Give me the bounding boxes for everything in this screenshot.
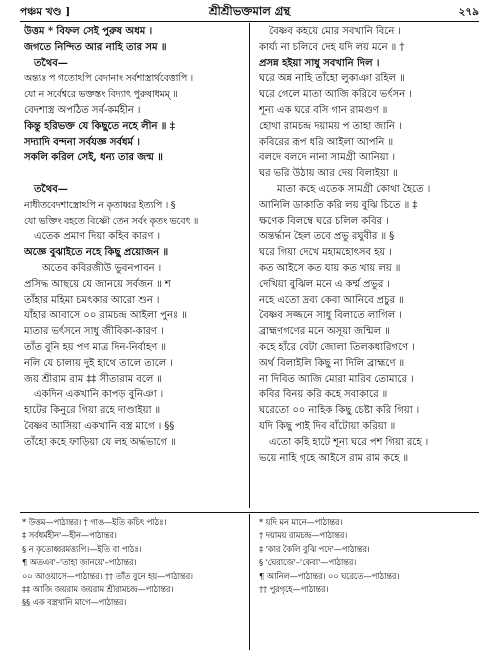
verse-line: অন্তর্দ্ধান হৈল তবে প্রভু রঘুবীর ॥ § [259, 231, 395, 243]
verse-line: ঘর ভরি উঠায় আর দেয় বিলাইয়া ॥ [259, 168, 398, 180]
verse-line: যদি কিছু পাই দিব বাঁটোয়া করিয়া ॥ [259, 420, 396, 432]
verse-line: অর্থ বিলাইলি কিছু না দিলি ব্রাহ্মণে ॥ [259, 357, 405, 369]
verse-line: হোথা রামচন্দ্র দয়াময় প তাহা জানি । [259, 120, 402, 132]
verse-line: দেখিয়া বুঝিল মনে এ কর্ম্ম প্রভুর । [259, 278, 390, 290]
verse-line: যাঁহার আবাসে ০০ রামচন্দ্র আইলা পুনঃ ॥ [24, 310, 188, 322]
verse-line: তাঁত বুনি হয় পণ মাত্র দিন-নির্বাহণ ॥ [24, 341, 166, 353]
verse-line: কিন্তু হরিভক্ত যে কিছুতে নহে লীন ॥ ‡ [24, 119, 175, 132]
verse-line [24, 166, 246, 182]
verse-line: ঘরে অন্ন নাহি তাঁহো লুকাঞা রহিল ॥ [259, 73, 405, 85]
column-divider [249, 23, 250, 508]
verse-line: কবির বিনয় করি কহে সবাকারে ॥ [259, 389, 388, 401]
section-heading: তথৈব— [34, 182, 68, 195]
verse-line: বলদে বলদে নানা সামগ্রী আনিয়া । [259, 152, 396, 164]
verse-line: তাঁহার মহিমা চমৎকার আরো শুন । [24, 294, 160, 306]
verse-line: নহে এতো দ্রব্য কেবা আনিবে প্রচুর ॥ [259, 294, 404, 306]
footnote-rule [20, 512, 479, 513]
footnote-line: * উত্তম—পাঠান্তর। † গাঙ—ইতি কচিৎ পাঠঃ। [22, 517, 167, 527]
verse-line: প্রসিদ্ধ আছয়ে যে জানয়ে সর্বজন ॥ শ [24, 278, 171, 290]
verse-line: ভয়ে নাহি গৃহে আইসে রাম রাম কহে ॥ [259, 452, 409, 464]
verse-line: ঘরে গেলে মাতা আজি করিবে ভর্ৎসন । [259, 89, 412, 101]
verse-line: অন্ত্যঃ প গতোঽপি বেদানাং সর্বশাস্ত্রার্থবেত্তাপি । [24, 73, 193, 85]
footnote-line: ¶ আনিল—পাঠান্তর। ০০ ঘরেতে—পাঠান্তর। [259, 570, 400, 581]
verse-line: সকলি করিল সেই, ধন্য তার জন্ম ॥ [24, 151, 163, 164]
verse-line: হাটের কিনুরে গিয়া রহে দাণ্ডাইয়া ॥ [24, 405, 161, 417]
verse-line: তাঁহো কহে ফাড়িয়া যে লহ অর্দ্ধভাগে ॥ [24, 436, 176, 448]
verse-line: ব্রাহ্মণগণের মনে অসূয়া জন্মিল ॥ [259, 326, 390, 338]
footnote-line: †† পুরগৃহে—পাঠান্তর। [259, 583, 329, 594]
verse-line: এতো কহি হাটে শূন্য ঘরে পশ গিয়া রহে । [269, 436, 429, 448]
verse-line: নাধীতবেদশাস্ত্রোঽপি ন কৃতাধ্বর ইত্যপি । § [24, 199, 176, 211]
verse-line: সদ্যাদি বন্দনা সর্বযজ্ঞ সর্বধর্ম । [24, 135, 140, 148]
footnote-line: * যদি মন মানে—পাঠান্তর। [259, 517, 343, 527]
verse-line: প্রসন্ন হইয়া সাধু সবখানি দিল । [259, 56, 380, 69]
footnote-line: ‡ সর্বধর্মহীন'—হীন—পাঠান্তর। [22, 530, 117, 541]
verse-line: কার্য্য না চলিবে দেহ যদি লয় মনে ॥ † [259, 41, 405, 53]
verse-line: যো ন সর্বেশ্বরে ভক্তস্তং বিদ্যাৎ পুরুষাধমম্‌ ॥ [24, 89, 178, 101]
verse-line: অতেব কবিরজীউ ভুবনপাবন । [42, 262, 162, 274]
header-rule [20, 21, 479, 22]
verse-line: একদিন একখানি কাপড় বুনিঞা । [34, 389, 164, 401]
verse-line: বেদশাস্ত্র অপঠিত সর্ব-কর্মহীন । [24, 104, 141, 116]
footnote-line: § ন কৃতোধ্বরমত্ত্যপি।—ইতি বা পাঠঃ। [22, 543, 142, 554]
verse-line: আনিলি ডাকাতি করি লয় বুঝি চিতে ॥ ‡ [259, 199, 418, 211]
verse-line: জয় শ্রীরাম রাম ‡‡ সীতারাম বলে ॥ [24, 373, 163, 385]
footnote-line: ‡‡ আজি জয়রাম জয়রাম শ্রীরামচন্দ্র—পাঠান্তর। [22, 583, 174, 594]
verse-line: মাতা কহে এতেক সামগ্রী কোথা হৈতে । [277, 183, 431, 195]
verse-line: মাতার ভর্ৎসনে সাধু জীবিকা-কারণ । [24, 326, 164, 338]
verse-line: উত্তম * বিফল সেই পুরুষ অধম । [24, 25, 153, 37]
left-footnotes [22, 516, 246, 610]
section-heading: তথৈব— [34, 56, 68, 69]
verse-line: ঘরেতো ০০ নাহিক কিছু চেষ্টা করি গিয়া । [259, 405, 420, 417]
book-title: শ্রীশ্রীভক্তমাল গ্রন্থ [208, 4, 291, 18]
footnote-line: ¶ অতএব'–'তাহা জানয়ে'–পাঠান্তর। [22, 557, 137, 568]
footnote-line: ০০ আওয়াসে—পাঠান্তর। †† তাঁত বুনে হয়—পাঠান্তর। [22, 570, 193, 581]
footnote-line: §§ এক বস্ত্রখানি মাগে—পাঠান্তর। [22, 597, 127, 608]
verse-line: যো ভক্তিং বহতে বিষ্ণৌ তেন সর্বং কৃতং ভবেৎ ॥ [24, 215, 199, 227]
footnote-line: § 'ঘেরাজে'–'কেবা'—পাঠান্তর। [259, 557, 357, 568]
verse-line: এতেক প্রমাণ দিয়া কহিব কারণ । [34, 231, 160, 243]
verse-line: নলি যে চালায় দুই হাথে তালে তালে । [24, 357, 173, 369]
footnote-column-divider [249, 514, 250, 650]
volume-label: পঞ্চম খণ্ড ] [20, 6, 71, 18]
verse-line: ঘরে গিয়া দেখে মহামহোৎসব হয় । [259, 247, 392, 259]
verse-line: বৈষ্ণব আসিয়া একখানি বস্ত্র মাগে । §§ [24, 420, 175, 432]
verse-line: কত আইসে কত যায় কত খায় লয় ॥ [259, 262, 401, 274]
verse-line: কহে হাঁরে বেটা জোলা তিলকধারিগণে । [259, 341, 415, 353]
verse-line: অজ্ঞে বুঝাইতে নহে কিছু প্রয়োজন ॥ [24, 246, 169, 259]
verse-line: জগতে নিন্দিত আর নাহি তার সম ॥ [24, 40, 167, 53]
verse-line: কবিরের রূপ ধরি আইলা আপনি ॥ [259, 136, 394, 148]
verse-line: না দিবিত আজি মোরা মারিব তোমারে । [259, 373, 414, 385]
page-number: ২৭৯ [458, 6, 479, 18]
verse-line: ক্ষণেক বিলম্বে ঘরে চলিল কবির । [259, 215, 389, 227]
running-header [20, 3, 479, 19]
verse-line: বৈষ্ণব কহয়ে মোর সবখানি বিনে । [269, 26, 401, 37]
verse-line: বৈষ্ণব সজ্জনে সাধু বিলাতে লাগিল । [259, 310, 402, 322]
footnote-line: † দয়াময় রামচন্দ্র—পাঠান্তর। [259, 530, 348, 541]
footnote-line: ‡ 'কার কৈলি বুঝি পদে'—পাঠান্তর। [259, 543, 370, 554]
right-text-column [259, 24, 481, 466]
right-footnotes [259, 516, 483, 596]
left-text-column [24, 24, 246, 451]
verse-line: শূন্য এক ঘরে বসি গান রামগুণ ॥ [259, 104, 388, 116]
